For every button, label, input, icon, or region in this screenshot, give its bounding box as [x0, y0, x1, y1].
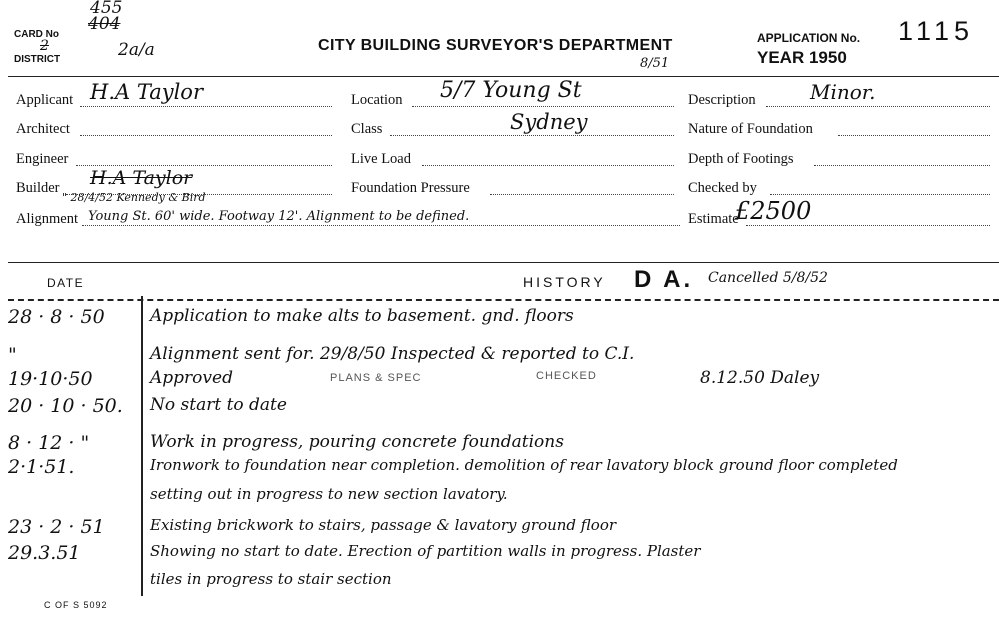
location-line: [412, 106, 674, 107]
form-code: C OF S 5092: [44, 600, 108, 610]
alignment-value: Young St. 60' wide. Footway 12'. Alignment to be defined.: [88, 209, 470, 224]
department-title: CITY BUILDING SURVEYOR'S DEPARTMENT: [318, 37, 673, 54]
history-row-text: No start to date: [150, 395, 287, 415]
estimate-label: Estimate: [688, 211, 739, 227]
header-rule: [8, 76, 999, 77]
applicant-label: Applicant: [16, 92, 74, 108]
checked-stamp: CHECKED: [536, 370, 597, 382]
foundation-pressure-label: Foundation Pressure: [351, 180, 470, 196]
history-top-rule: [8, 262, 999, 263]
engineer-line: [76, 165, 332, 166]
date-column-header: DATE: [47, 276, 85, 290]
history-row-date: 29.3.51: [8, 542, 81, 564]
depth-footings-label: Depth of Footings: [688, 151, 794, 167]
alignment-line: [82, 225, 680, 226]
district-label: DISTRICT: [14, 54, 61, 65]
year: YEAR 1950: [757, 48, 847, 67]
location-value: 5/7 Young St: [440, 78, 582, 103]
history-row-date: 19·10·50: [8, 368, 93, 390]
history-row-text: Application to make alts to basement. gnd. floors: [150, 306, 574, 326]
history-row-date: ": [8, 344, 17, 366]
description-value: Minor.: [810, 80, 876, 104]
history-row-text: tiles in progress to stair section: [150, 570, 392, 588]
card-no-current: 455: [90, 0, 123, 18]
card-no-old: 404: [88, 14, 121, 34]
location-label: Location: [351, 92, 403, 108]
application-number: 1115: [898, 16, 975, 46]
nature-foundation-label: Nature of Foundation: [688, 121, 813, 137]
district-old: 2: [40, 38, 49, 54]
history-row-text: Alignment sent for. 29/8/50 Inspected & reported to C.I.: [150, 344, 635, 364]
builder-label: Builder: [16, 180, 60, 196]
history-row-text: Showing no start to date. Erection of partition walls in progress. Plaster: [150, 542, 701, 560]
department-note: 8/51: [640, 56, 670, 71]
description-line: [766, 106, 990, 107]
architect-label: Architect: [16, 121, 70, 137]
class-line: [390, 135, 674, 136]
live-load-label: Live Load: [351, 151, 411, 167]
class-label: Class: [351, 121, 383, 137]
da-note: Cancelled 5/8/52: [708, 270, 828, 286]
date-column-divider: [141, 296, 143, 596]
builder-new-value: " 28/4/52 Kennedy & Bird: [62, 191, 206, 204]
history-row-signoff: 8.12.50 Daley: [700, 368, 820, 388]
applicant-value: H.A Taylor: [90, 80, 203, 104]
history-header-rule: [8, 299, 999, 301]
live-load-line: [422, 165, 674, 166]
history-row-date: 28 · 8 · 50: [8, 306, 105, 328]
card-no-label: CARD No: [14, 29, 59, 40]
history-row-text: Approved: [150, 368, 233, 388]
history-column-header: HISTORY: [523, 274, 606, 290]
applicant-line: [80, 106, 332, 107]
history-row-text: Ironwork to foundation near completion. demolition of rear lavatory block ground floor completed: [150, 456, 898, 474]
engineer-label: Engineer: [16, 151, 69, 167]
description-label: Description: [688, 92, 756, 108]
class-value: Sydney: [510, 110, 588, 134]
builder-old-value: H.A Taylor: [90, 167, 193, 189]
history-row-date: 8 · 12 · ": [8, 432, 90, 454]
plans-spec-stamp: PLANS & SPEC: [330, 372, 422, 384]
architect-line: [80, 135, 332, 136]
estimate-value: £2500: [735, 197, 812, 225]
history-row-date: 2·1·51.: [8, 456, 75, 478]
nature-foundation-line: [838, 135, 990, 136]
alignment-label: Alignment: [16, 211, 79, 227]
checked-by-line: [770, 194, 990, 195]
district-value: 2a/a: [118, 40, 155, 60]
depth-footings-line: [814, 165, 990, 166]
application-label: APPLICATION No.: [757, 31, 861, 45]
history-row-date: 20 · 10 · 50.: [8, 395, 123, 417]
estimate-line: [746, 225, 990, 226]
history-row-date: 23 · 2 · 51: [8, 516, 105, 538]
da-mark: D A.: [634, 266, 694, 293]
history-row-text: setting out in progress to new section lavatory.: [150, 485, 508, 503]
foundation-pressure-line: [490, 194, 674, 195]
history-row-text: Work in progress, pouring concrete foundations: [150, 432, 564, 452]
checked-by-label: Checked by: [688, 180, 757, 196]
history-row-text: Existing brickwork to stairs, passage & lavatory ground floor: [150, 516, 617, 534]
